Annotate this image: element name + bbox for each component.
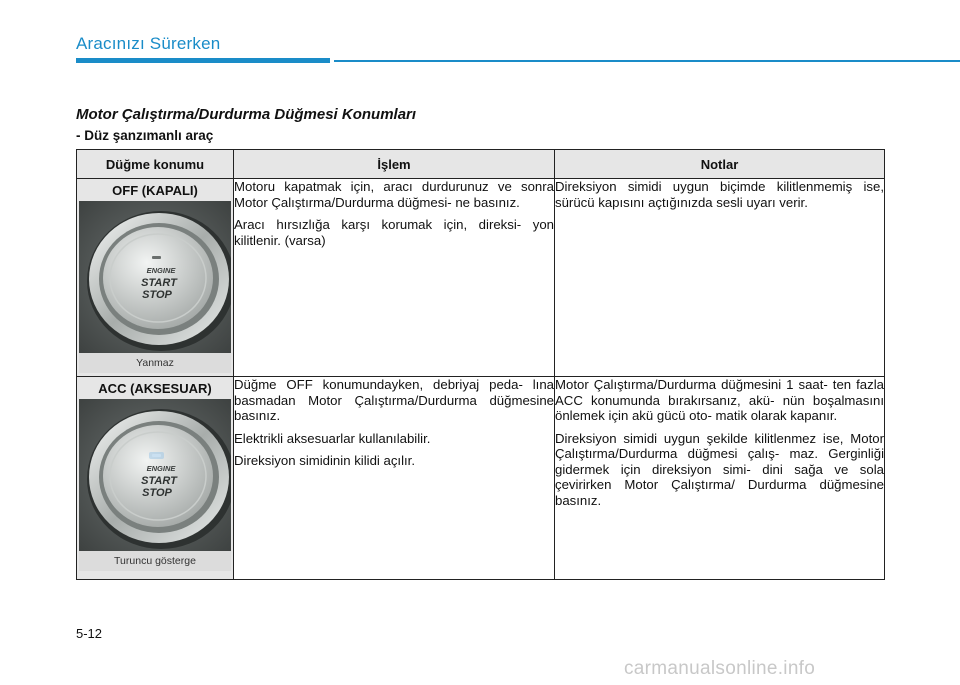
button-text-engine: ENGINE: [146, 266, 176, 275]
state-cell: [77, 179, 234, 377]
start-stop-button-photo: [79, 399, 231, 551]
start-stop-button-photo: [79, 201, 231, 353]
header-accent-bar: [76, 58, 330, 63]
button-text-start: START: [141, 475, 177, 487]
operation-cell: [234, 377, 555, 580]
button-text-start: START: [141, 277, 177, 289]
button-positions-table: [76, 149, 885, 580]
state-label: ACC (AKSESUAR): [98, 381, 212, 396]
notes-cell: [555, 179, 885, 377]
photo-caption: Yanmaz: [79, 353, 231, 373]
notes-cell: [555, 377, 885, 580]
notes-text: Direksiyon simidi uygun şekilde kilitlenmez ise, Motor Çalıştırma/Durdurma düğmesi çalış- maz. Gerginliği gidermek için direksiyon simi- dini sağa ve sola çevirirken Motor Çalıştırma/ Durdurma düğmesine basınız.: [555, 430, 884, 508]
section-title: Motor Çalıştırma/Durdurma Düğmesi Konumları: [76, 106, 417, 123]
indicator-unlit: [152, 256, 161, 259]
header-rule: [334, 60, 960, 62]
column-header-operation: İşlem: [234, 150, 555, 179]
notes-text: Direksiyon simidi uygun biçimde kilitlenmemiş ise, sürücü kapısını açtığınızda sesli uyarı verir.: [555, 179, 884, 210]
operation-cell: [234, 179, 555, 377]
state-label: OFF (KAPALI): [112, 183, 198, 198]
table-header-row: [77, 150, 885, 179]
column-header-position: Düğme konumu: [77, 150, 234, 179]
page-number: 5-12: [76, 626, 103, 641]
watermark: carmanualsonline.info: [624, 658, 816, 679]
notes-text: Motor Çalıştırma/Durdurma düğmesini 1 saat- ten fazla ACC konumunda bırakırsanız, akü- nün boşalmasını önlemek için akü gücü oto- matik olarak kapanır.: [555, 377, 884, 423]
operation-text: Aracı hırsızlığa karşı korumak için, direksi- yon kilitlenir. (varsa): [234, 217, 554, 248]
table-row: [77, 179, 885, 377]
table-row: [77, 377, 885, 580]
chapter-title: Aracınızı Sürerken: [76, 34, 221, 53]
operation-text: Direksiyon simidinin kilidi açılır.: [234, 453, 416, 468]
button-text-stop: STOP: [142, 487, 172, 499]
operation-text: Elektrikli aksesuarlar kullanılabilir.: [234, 430, 431, 446]
operation-text: Düğme OFF konumundayken, debriyaj peda- lına basmadan Motor Çalıştırma/Durdurma düğmesine basınız.: [234, 377, 554, 423]
sub-title: - Düz şanzımanlı araç: [76, 128, 214, 143]
photo-caption: Turuncu gösterge: [79, 551, 231, 571]
state-cell: [77, 377, 234, 580]
operation-text: Motoru kapatmak için, aracı durdurunuz ve sonra Motor Çalıştırma/Durdurma düğmesi- ne basınız.: [234, 179, 554, 210]
column-header-notes: Notlar: [555, 150, 885, 179]
button-text-stop: STOP: [142, 289, 172, 301]
button-text-engine: ENGINE: [146, 464, 176, 473]
